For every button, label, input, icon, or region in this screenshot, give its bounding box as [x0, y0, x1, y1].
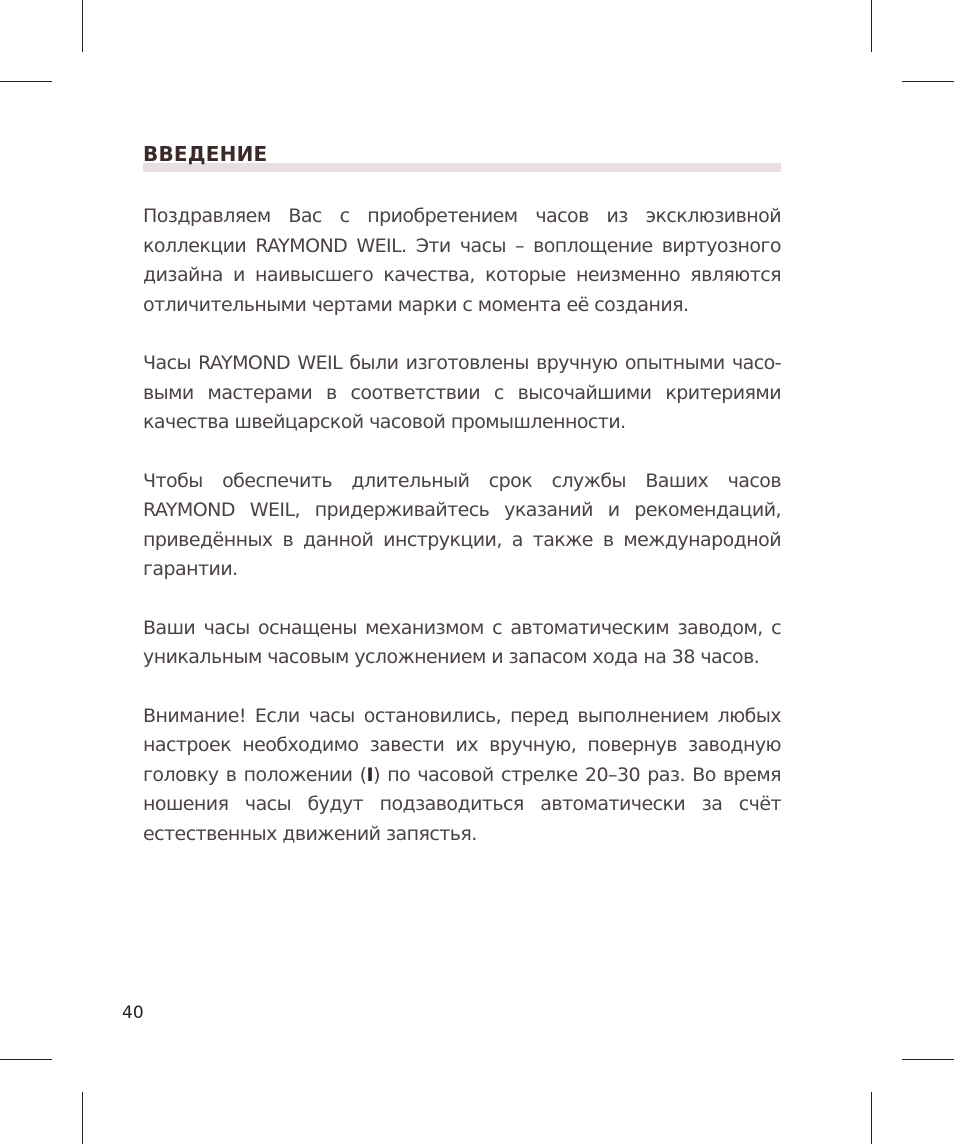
section-title: ВВЕДЕНИЕ — [143, 142, 268, 166]
paragraph-attention — [143, 702, 781, 850]
attention-text-before: Внимание! Если часы остановились, перед выполнением любых настроек необходимо завести их вручную, повернув заводную головку в положении ( — [143, 704, 781, 786]
crop-mark — [902, 81, 954, 82]
crown-position-label: I — [366, 763, 374, 786]
paragraph-service-life: Чтобы обеспечить длительный срок службы Ваших часов RAYMOND WEIL, придерживайтесь указаний и рекомендаций, приведённых в данной инструкции, а также в международной гарантии. — [143, 469, 781, 580]
paragraph-movement: Ваши часы оснащены механизмом с автоматическим заводом, с уникальным часовым усложнением и запасом хода на 38 часов. — [143, 616, 781, 668]
body-text — [143, 202, 781, 849]
section-header — [143, 140, 781, 174]
page-number: 40 — [122, 1003, 144, 1023]
crop-mark — [871, 0, 872, 52]
page-content — [143, 140, 781, 878]
crop-mark — [902, 1059, 954, 1060]
crop-mark — [82, 1092, 83, 1144]
paragraph-handmade: Часы RAYMOND WEIL были изготовлены вручную опытными часо-выми мастерами в соответствии с высочайшими критериями качества швейцарской часовой промышленности. — [143, 352, 781, 433]
crop-mark — [871, 1092, 872, 1144]
crop-mark — [82, 0, 83, 52]
attention-text-after: ) по часовой стрелке 20–30 раз. Во время ношения часы будут подзаводиться автоматически за счёт естественных движений запястья. — [143, 763, 781, 845]
crop-mark — [0, 81, 52, 82]
paragraph-congratulations: Поздравляем Вас с приобретением часов из эксклюзивной коллекции RAYMOND WEIL. Эти часы – воплощение виртуозного дизайна и наивысшего качества, которые неизменно являются отличительными чертами марки с момента её создания. — [143, 205, 781, 316]
crop-mark — [0, 1059, 52, 1060]
